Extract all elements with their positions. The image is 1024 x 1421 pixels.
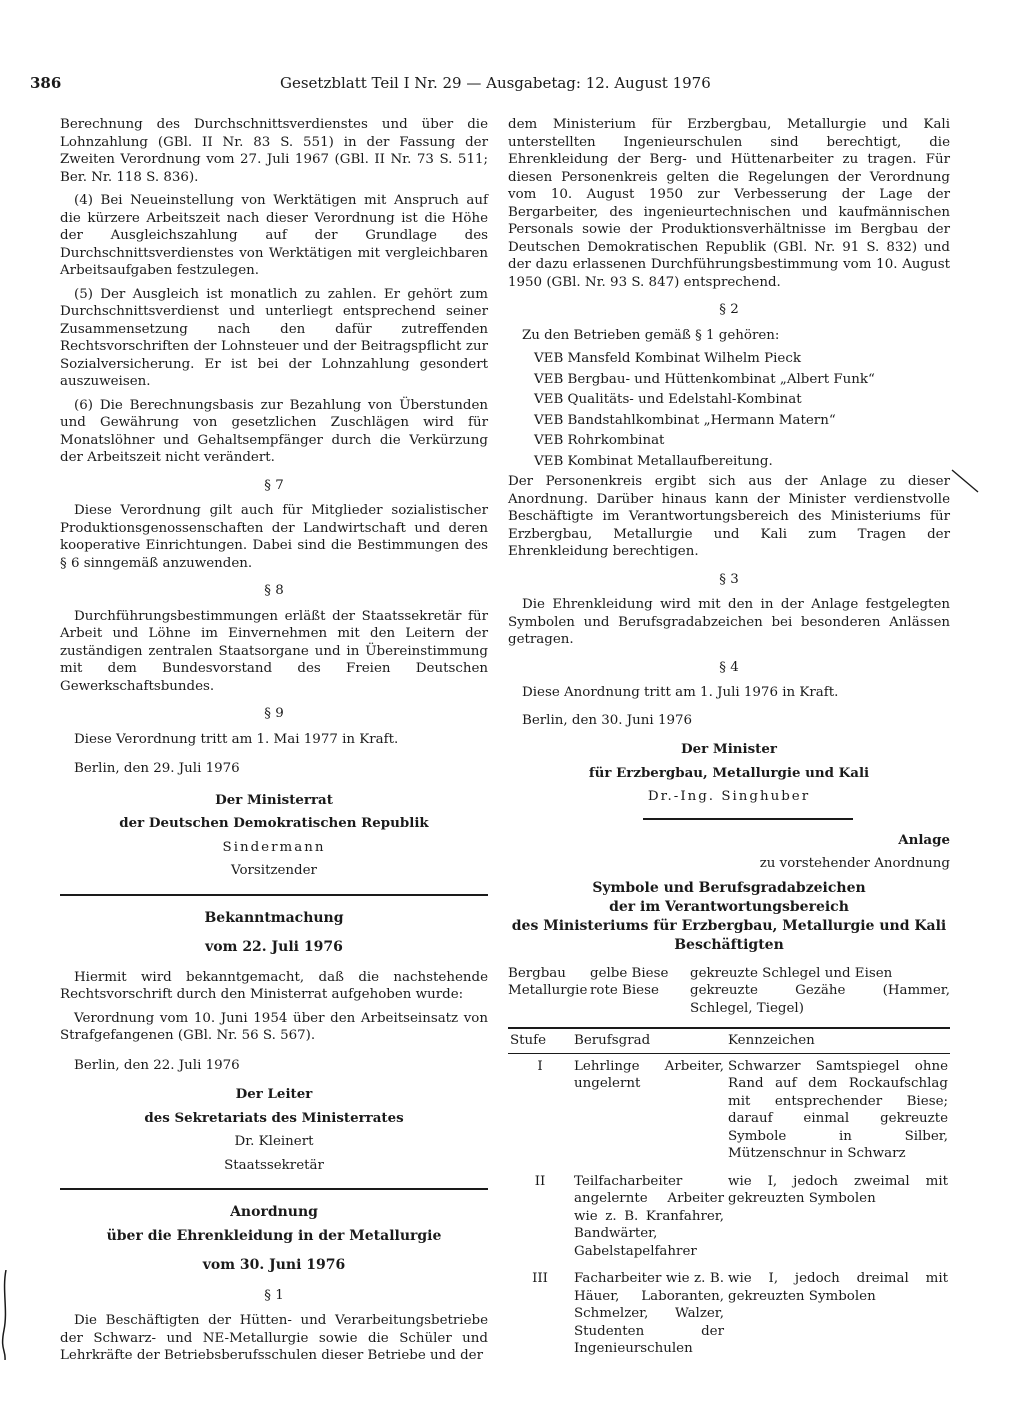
paragraph: Hiermit wird bekanntgemacht, daß die nachstehende Rechtsvorschrift durch den Ministerrat aufgehoben wurde:: [60, 969, 488, 1002]
margin-mark: [0, 1270, 10, 1360]
signature-role: Vorsitzender: [231, 863, 317, 878]
paragraph: Zu den Betrieben gemäß § 1 gehören:: [522, 327, 780, 343]
signature-role: Staatssekretär: [224, 1157, 324, 1173]
signature-authority: Der Ministerrat: [215, 791, 333, 808]
signature-authority: der Deutschen Demokratischen Republik: [119, 815, 429, 831]
place-date: Berlin, den 22. Juli 1976: [74, 1057, 240, 1073]
signature-name: Dr.-Ing. Singhuber: [647, 789, 811, 804]
table-header-row: [508, 1028, 950, 1053]
paragraph: dem Ministerium für Erzbergbau, Metallurgie und Kali unterstellten Ingenieurschulen sind berechtigt, die Ehrenkleidung der Berg- und Hüttenarbeiter zu tragen. Für diesen Personenkreis gelten die Regelungen der Verordnung vom 10. August 1950 zur Verbesserung der Lage der Bergarbeiter, des ingenieurtechnischen und kaufmännischen Personals sowie der Produktionsverhältnisse im Bergbau der Deutschen Demokratischen Republik (GBl. Nr. 91 S. 832) und der dazu erlassenen Durchführungsbestimmung vom 10. August 1950 (GBl. Nr. 93 S. 847) entsprechend.: [508, 117, 950, 290]
signature-authority: Der Leiter: [235, 1086, 313, 1102]
margin-stroke: [950, 468, 980, 494]
order-subtitle: über die Ehrenkleidung in der Metallurgie: [106, 1227, 442, 1244]
divider: [60, 1188, 488, 1190]
section-heading: § 2: [719, 302, 739, 317]
annex-subtitle: zu vorstehender Anordnung: [759, 856, 950, 871]
place-date: Berlin, den 30. Juni 1976: [522, 712, 693, 728]
list-item: VEB Kombinat Metallaufbereitung.: [534, 453, 773, 469]
signature-authority: für Erzbergbau, Metallurgie und Kali: [588, 764, 870, 781]
order-title: Anordnung: [230, 1204, 318, 1220]
section-heading: § 8: [264, 583, 284, 598]
left-column: [60, 116, 488, 1371]
table-row: III Facharbeiter wie z. B. Häuer, Laboranten, Schmelzer, Walzer, Studenten der Ingenieurschulen wie I, jedoch dreimal mit gekreuzten Symbolen: [532, 1271, 948, 1356]
list-item: VEB Qualitäts- und Edelstahl-Kombinat: [534, 392, 802, 407]
list-item: VEB Bandstahlkombinat „Hermann Matern“: [534, 412, 836, 428]
color-legend: Bergbau gelbe Biese gekreuzte Schlegel und Eisen Metallurgie rote Biese gekreuzte Gezähe (Hammer, Schlegel, Tiegel): [508, 965, 950, 1016]
column-header: Kennzeichen: [726, 1028, 950, 1053]
paragraph: (5) Der Ausgleich ist monatlich zu zahlen. Er gehört zum Durchschnittsverdienst und unterliegt entsprechend seiner Zusammensetzung nach den dafür zutreffenden Rechtsvorschriften der Lohnsteuer und der Beitragspflicht zur Sozialversicherung. Er ist bei der Lohnzahlung gesondert auszuweisen.: [60, 286, 488, 389]
column-header: Berufsgrad: [572, 1028, 726, 1053]
right-column: [508, 116, 950, 1364]
page-number: 386: [30, 74, 62, 92]
table-row: I Lehrlinge Arbeiter, ungelernt Schwarzer Samtspiegel ohne Rand auf dem Rockaufschlag mit entsprechender Biese; darauf einmal gekreuzte Symbole in Silber, Mützenschnur in Schwarz: [537, 1058, 948, 1161]
list-item: VEB Mansfeld Kombinat Wilhelm Pieck: [534, 351, 801, 366]
section-heading: § 3: [719, 571, 739, 587]
paragraph: Diese Anordnung tritt am 1. Juli 1976 in Kraft.: [522, 685, 839, 700]
signature-name: Dr. Kleinert: [234, 1134, 314, 1149]
paragraph: Diese Verordnung tritt am 1. Mai 1977 in Kraft.: [74, 731, 399, 747]
paragraph: (4) Bei Neueinstellung von Werktätigen mit Anspruch auf die kürzere Arbeitszeit nach dieser Verordnung ist die Höhe der Ausgleichszahlung auf der Grundlage des Durchschnittsverdienstes von Werktätigen mit vergleichbaren Arbeitsaufgaben festzulegen.: [60, 193, 488, 278]
section-heading: § 4: [719, 659, 739, 675]
paragraph: Die Ehrenkleidung wird mit den in der Anlage festgelegten Symbolen und Berufsgradabzeichen bei besonderen Anlässen getragen.: [508, 597, 950, 647]
divider: [60, 894, 488, 896]
signature-name: Sindermann: [222, 839, 326, 855]
signature-authority: Der Minister: [681, 741, 777, 757]
signature-authority: des Sekretariats des Ministerrates: [144, 1109, 404, 1126]
place-date: Berlin, den 29. Juli 1976: [74, 761, 240, 776]
order-date: vom 30. Juni 1976: [202, 1257, 346, 1273]
column-header: Stufe: [508, 1028, 572, 1053]
section-heading: § 1: [264, 1287, 284, 1303]
divider: [643, 818, 853, 820]
list-item: VEB Bergbau- und Hüttenkombinat „Albert Funk“: [534, 371, 875, 387]
table-row: II Teilfacharbeiter angelernte Arbeiter wie z. B. Kranfahrer, Bandwärter, Gabelstapelfahrer wie I, jedoch zweimal mit gekreuzten Symbolen: [534, 1173, 948, 1259]
paragraph: (6) Die Berechnungsbasis zur Bezahlung von Überstunden und Gewährung von gesetzlichen Zuschlägen wird für Monatslöhner und Gehaltsempfänger durch die Verkürzung der Arbeitszeit nicht verändert.: [60, 397, 488, 465]
rank-table: [508, 1027, 950, 1364]
annex-label: Anlage: [898, 831, 950, 848]
notice-date: vom 22. Juli 1976: [205, 939, 343, 955]
annex-title: Symbole und Berufsgradabzeichen der im Verantwortungsbereich des Ministeriums für Erzbergbau, Metallurgie und Kali Beschäftigten: [511, 879, 947, 953]
paragraph: Die Beschäftigten der Hütten- und Verarbeitungsbetriebe der Schwarz- und NE-Metallurgie sowie die Schüler und Lehrkräfte der Betriebsberufsschulen dieser Betriebe und der: [60, 1313, 488, 1363]
company-list: [508, 350, 950, 470]
paragraph: Durchführungsbestimmungen erläßt der Staatssekretär für Arbeit und Löhne im Einvernehmen mit den Leitern der zuständigen zentralen Staatsorgane und in Übereinstimmung mit dem Bundesvorstand des Freien Deutschen Gewerkschaftsbundes.: [60, 608, 488, 694]
paragraph: Verordnung vom 10. Juni 1954 über den Arbeitseinsatz von Strafgefangenen (GBl. Nr. 56 S. 567).: [60, 1010, 488, 1043]
paragraph: Der Personenkreis ergibt sich aus der Anlage zu dieser Anordnung. Darüber hinaus kann der Minister verdienstvolle Beschäftigte im Verantwortungsbereich des Ministeriums für Erzbergbau, Metallurgie und Kali zum Tragen der Ehrenkleidung berechtigen.: [508, 474, 950, 559]
paragraph: Diese Verordnung gilt auch für Mitglieder sozialistischer Produktionsgenossenschaften der Landwirtschaft und deren kooperative Einrichtungen. Dabei sind die Bestimmungen des § 6 sinngemäß anzuwenden.: [60, 503, 488, 571]
section-heading: § 9: [264, 706, 284, 721]
list-item: VEB Rohrkombinat: [534, 433, 665, 448]
notice-title: Bekanntmachung: [204, 909, 344, 926]
section-heading: § 7: [264, 477, 284, 493]
page-header: [30, 74, 990, 98]
header-title: Gesetzblatt Teil I Nr. 29 — Ausgabetag: 12. August 1976: [280, 74, 711, 92]
paragraph: Berechnung des Durchschnittsverdienstes und über die Lohnzahlung (GBl. II Nr. 83 S. 551) in der Fassung der Zweiten Verordnung vom 27. Juli 1967 (GBl. II Nr. 73 S. 511; Ber. Nr. 118 S. 836).: [60, 117, 488, 185]
